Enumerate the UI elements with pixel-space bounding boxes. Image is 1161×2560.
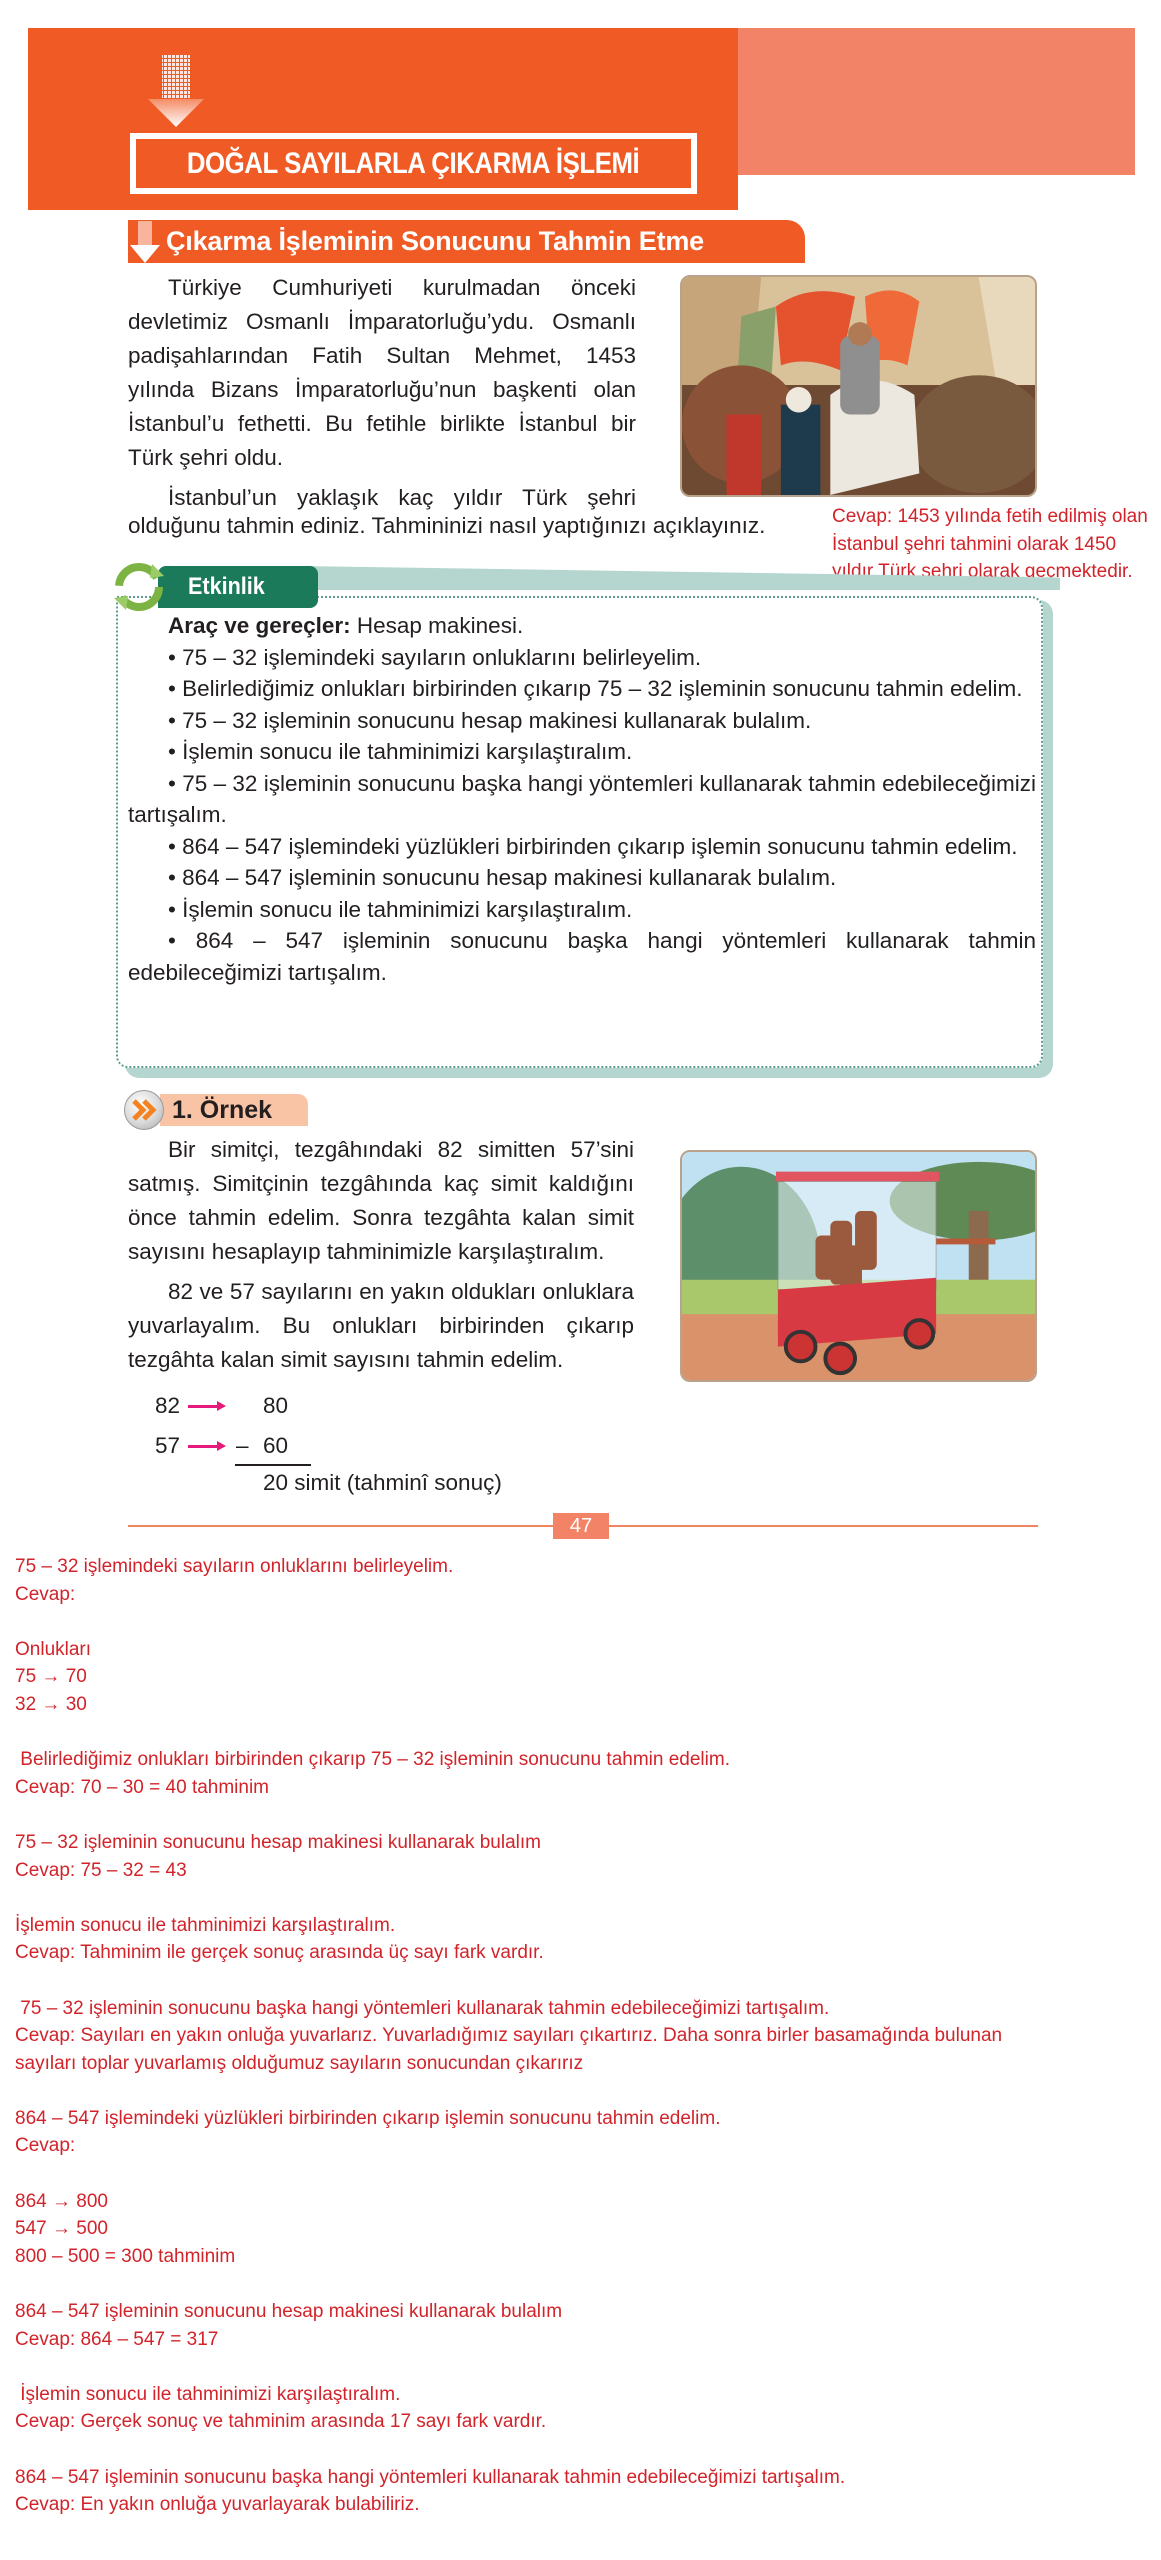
answer-line: Cevap: 864 – 547 = 317	[15, 2328, 219, 2350]
section-title-bar	[128, 220, 805, 263]
answers-section	[15, 1553, 1155, 2519]
intro-paragraph: Türkiye Cumhuriyeti kurulmadan önceki devletimiz Osmanlı İmparatorluğu’ydu. Osmanlı padişahlarından Fatih Sultan Mehmet, 1453 yılında Bizans İmparatorluğu’nun başkenti olan İstanbul’u fethetti. Bu fetihle birlikte İstanbul bir Türk şehri oldu.	[128, 275, 636, 470]
answer-line	[15, 1801, 1155, 1829]
answer-line: Cevap:	[15, 2135, 76, 2157]
answer-line: Cevap: 70 – 30 = 40 tahminim	[15, 1776, 270, 1798]
intro-question-line1: İstanbul’un yaklaşık kaç yıldır Türk şehri	[168, 485, 636, 510]
activity-item: • 75 – 32 işleminin sonucunu başka hangi yöntemleri kullanarak tahmin edebileceğimizi tartışalım.	[128, 770, 1036, 827]
calc-underline	[235, 1464, 311, 1466]
example-title: 1. Örnek	[172, 1096, 273, 1124]
arrow-right-icon	[188, 1405, 222, 1408]
calc-row1-rounded: 80	[263, 1393, 289, 1418]
activity-title: Etkinlik	[188, 573, 265, 600]
activity-item: • İşlemin sonucu ile tahminimizi karşılaştıralım.	[168, 739, 633, 764]
answer-line: İşlemin sonucu ile tahminimizi karşılaştıralım.	[15, 1914, 396, 1936]
activity-item: • İşlemin sonucu ile tahminimizi karşılaştıralım.	[168, 896, 633, 922]
answer-line: Cevap: 75 – 32 = 43	[15, 1859, 187, 1881]
calc-row2-rounded: 60	[263, 1433, 289, 1458]
answer-line	[15, 1719, 1155, 1747]
answer-line: Belirlediğimiz onlukları birbirinden çıkarıp 75 – 32 işleminin sonucunu tahmin edelim.	[15, 1749, 730, 1771]
answer-line: Cevap: Gerçek sonuç ve tahminim arasında 17 sayı fark vardır.	[15, 2411, 547, 2433]
answer-line: Cevap:	[15, 1583, 76, 1605]
intro-text	[128, 271, 636, 515]
down-arrow-icon	[148, 55, 204, 127]
answer-line: sayıları toplar yuvarlamış olduğumuz sayıların sonucundan çıkarırız	[15, 2052, 584, 2074]
chevron-right-icon	[131, 1099, 157, 1121]
activity-item: • 75 – 32 işlemindeki sayıların onluklarını belirleyelim.	[168, 644, 702, 670]
answer-line	[15, 1608, 1155, 1636]
tools-line	[128, 610, 1036, 642]
tools-label: Araç ve gereçler:	[168, 613, 351, 638]
answer-line: Cevap: Tahminim ile gerçek sonuç arasında üç sayı fark vardır.	[15, 1942, 544, 1964]
answer-line: 75 – 32 işlemindeki sayıların onluklarını belirleyelim.	[15, 1556, 454, 1577]
calc-minus-sign: –	[236, 1433, 249, 1458]
answer-line	[15, 1967, 1155, 1995]
activity-item: • 864 – 547 işlemindeki yüzlükleri birbirinden çıkarıp işlemin sonucunu tahmin edelim.	[168, 833, 1018, 859]
answer-line: 864 → 800	[15, 2190, 108, 2212]
answer-line: Onlukları	[15, 1638, 92, 1660]
conquest-painting-image	[680, 275, 1037, 497]
activity-item: • 864 – 547 işleminin sonucunu başka hangi yöntemleri kullanarak tahmin edebileceğimizi tartışalım.	[128, 928, 1036, 985]
down-arrow-icon	[130, 221, 160, 263]
activity-item: • 864 – 547 işleminin sonucunu hesap makinesi kullanarak bulalım.	[168, 865, 837, 890]
activity-item: • 75 – 32 işleminin sonucunu hesap makinesi kullanarak bulalım.	[168, 707, 812, 733]
section-title: Çıkarma İşleminin Sonucunu Tahmin Etme	[166, 226, 705, 256]
chapter-title-frame	[130, 133, 697, 194]
answer-line: 547 → 500	[15, 2218, 108, 2240]
answer-line: 75 – 32 işleminin sonucunu başka hangi yöntemleri kullanarak tahmin edebileceğimizi tartışalım.	[15, 1997, 830, 2019]
answer-istanbul: Cevap: 1453 yılında fetih edilmiş olan İstanbul şehri tahmini olarak 1450 yıldır Türk şehri olarak geçmektedir.	[832, 506, 1148, 582]
activity-content	[128, 610, 1036, 988]
tools-value: Hesap makinesi.	[350, 613, 524, 638]
chapter-title: DOĞAL SAYILARLA ÇIKARMA İŞLEMİ	[187, 146, 640, 180]
answer-line: 864 – 547 işleminin sonucunu hesap makinesi kullanarak bulalım	[15, 2301, 563, 2323]
answer-line: Cevap: En yakın onluğa yuvarlayarak bulabiliriz.	[15, 2494, 420, 2516]
answer-line: 864 – 547 işleminin sonucunu başka hangi yöntemleri kullanarak tahmin edebileceğimizi tartışalım.	[15, 2466, 846, 2488]
simit-cart-illustration	[682, 1152, 1035, 1380]
answer-line	[15, 2077, 1155, 2105]
answer-line: İşlemin sonucu ile tahminimizi karşılaştıralım.	[15, 2383, 401, 2405]
example-paragraph: 82 ve 57 sayılarını en yakın oldukları onluklara yuvarlayalım. Bu onlukları birbirinden çıkarıp tezgâhta kalan simit sayısını tahmin edelim.	[128, 1279, 634, 1372]
answer-line	[15, 2270, 1155, 2298]
answer-line: Cevap: Sayıları en yakın onluğa yuvarlarız. Yuvarladığımız sayıları çıkartırız. Daha sonra birler basamağında bulunan	[15, 2025, 1003, 2047]
answer-line	[15, 2160, 1155, 2188]
answer-line	[15, 2436, 1155, 2464]
answer-line: 75 – 32 işleminin sonucunu hesap makinesi kullanarak bulalım	[15, 1831, 541, 1853]
page-number: 47	[553, 1513, 609, 1539]
arrow-right-icon	[188, 1445, 222, 1448]
activity-item: • Belirlediğimiz onlukları birbirinden çıkarıp 75 – 32 işleminin sonucunu tahmin edelim.	[168, 676, 1023, 701]
calc-row1-original: 82	[155, 1393, 181, 1418]
calc-row2-original: 57	[155, 1433, 181, 1458]
double-chevron-icon	[124, 1090, 164, 1130]
intro-question-line2: olduğunu tahmin ediniz. Tahmininizi nasıl yaptığınızı açıklayınız.	[128, 513, 766, 538]
answer-line: 75 → 70	[15, 1666, 87, 1688]
answer-line	[15, 2353, 1155, 2381]
painting-illustration	[682, 277, 1035, 495]
example-text	[128, 1133, 634, 1377]
calc-result: 20 simit (tahminî sonuç)	[263, 1470, 502, 1495]
answer-line	[15, 1884, 1155, 1912]
chapter-banner-accent	[738, 28, 1135, 175]
cycle-arrows-icon	[112, 560, 166, 614]
answer-line: 864 – 547 işlemindeki yüzlükleri birbirinden çıkarıp işlemin sonucunu tahmin edelim.	[15, 2107, 721, 2129]
activity-tab	[158, 566, 318, 608]
answer-line: 32 → 30	[15, 1693, 87, 1715]
answer-line: 800 – 500 = 300 tahminim	[15, 2245, 236, 2267]
simit-cart-image	[680, 1150, 1037, 1382]
example-paragraph: Bir simitçi, tezgâhındaki 82 simitten 57’sini satmış. Simitçinin tezgâhında kaç simit kaldığını önce tahmin edelim. Sonra tezgâhta kalan simit sayısını hesaplayıp tahminimizle karşılaştıralım.	[128, 1137, 634, 1264]
